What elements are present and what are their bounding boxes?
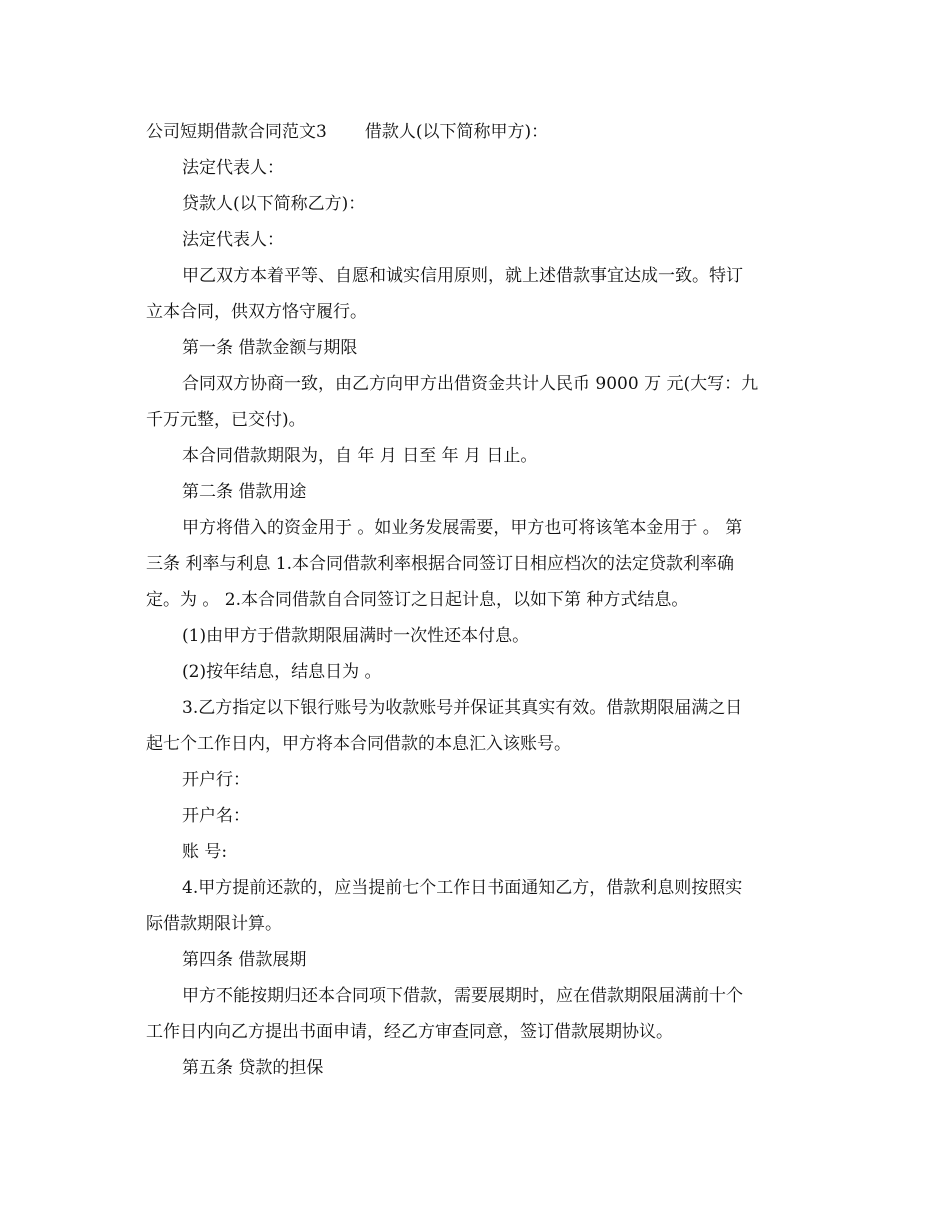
borrower-label: 借款人(以下简称甲方)： [364, 122, 549, 142]
borrower-legal-rep: 法定代表人： [182, 158, 284, 178]
first-line [146, 114, 806, 150]
article-2-heading: 第二条 借款用途 [182, 482, 307, 502]
article-3-line-1: 三条 利率与利息 1.本合同借款利率根据合同签订日相应档次的法定贷款利率确 [146, 554, 735, 574]
clause-4-line-1: 4.甲方提前还款的，应当提前七个工作日书面通知乙方，借款利息则按照实 [182, 878, 743, 898]
article-4-line-2: 工作日内向乙方提出书面申请，经乙方审查同意，签订借款展期协议。 [146, 1022, 673, 1042]
preamble-line-1: 甲乙双方本着平等、自愿和诚实信用原则，就上述借款事宜达成一致。特订 [182, 266, 743, 286]
bank-name-label: 开户行： [182, 770, 250, 790]
lender-label: 贷款人(以下简称乙方)： [182, 194, 366, 214]
article-2-line-1: 甲方将借入的资金用于 。如业务发展需要，甲方也可将该笔本金用于 。 第 [182, 518, 743, 538]
article-4-line-1: 甲方不能按期归还本合同项下借款，需要展期时，应在借款期限届满前十个 [182, 986, 743, 1006]
account-name-label: 开户名： [182, 806, 250, 826]
article-5-heading: 第五条 贷款的担保 [182, 1058, 324, 1078]
article-1-line-2: 千万元整，已交付)。 [146, 410, 306, 430]
lender-legal-rep: 法定代表人： [182, 230, 284, 250]
interest-option-2: (2)按年结息，结息日为 。 [182, 662, 382, 682]
article-4-heading: 第四条 借款展期 [182, 950, 307, 970]
clause-3-line-2: 起七个工作日内，甲方将本合同借款的本息汇入该账号。 [146, 734, 571, 754]
document-body [146, 114, 806, 1086]
loan-term-line: 本合同借款期限为，自 年 月 日至 年 月 日止。 [182, 446, 538, 466]
article-1-line-1: 合同双方协商一致，由乙方向甲方出借资金共计人民币 9000 万 元(大写：九 [182, 374, 759, 394]
article-3-line-2: 定。为 。 2.本合同借款自合同签订之日起计息，以如下第 种方式结息。 [146, 590, 689, 610]
interest-option-1: (1)由甲方于借款期限届满时一次性还本付息。 [182, 626, 530, 646]
article-1-heading: 第一条 借款金额与期限 [182, 338, 358, 358]
clause-3-line-1: 3.乙方指定以下银行账号为收款账号并保证其真实有效。借款期限届满之日 [182, 698, 743, 718]
account-number-label: 账 号: [182, 842, 228, 862]
preamble-line-2: 立本合同，供双方恪守履行。 [146, 302, 367, 322]
document-title: 公司短期借款合同范文3 [146, 122, 327, 142]
clause-4-line-2: 际借款期限计算。 [146, 914, 282, 934]
